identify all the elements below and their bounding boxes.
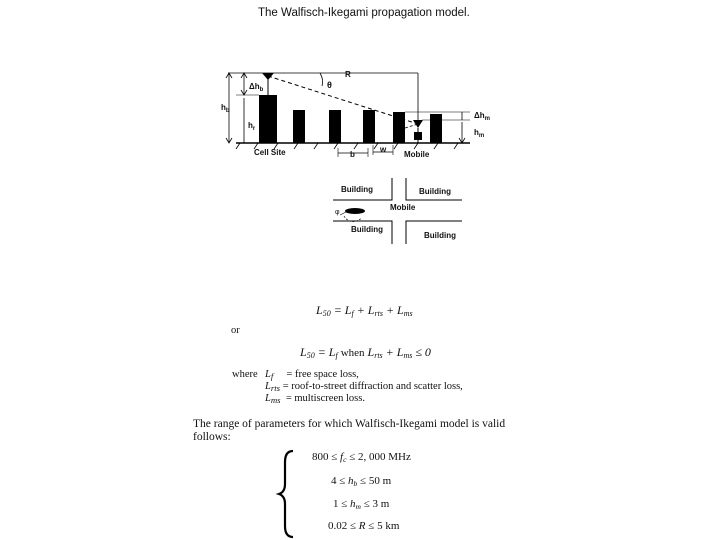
def-lf: $L_f$ = free space loss, [265,369,359,381]
page-title: The Walfisch-Ikegami propagation model. [258,7,470,19]
label-r: R [345,70,351,79]
def-lms: $L_{ms}$ = multiscreen loss. [265,393,365,405]
label-mobile: Mobile [390,203,416,212]
eq1-text: $L_{50} = L_f + L_{rts} + L_{ms}$ [316,303,413,318]
label-building: Building [419,187,451,196]
label-phi: φ [335,209,340,216]
label-hb: $h_b$ [221,103,230,114]
equation-l50-condition: $L_{50} = L_f$ when $L_{rts} + L_{ms} \le 0$ [300,345,431,360]
label-building: Building [351,225,383,234]
label-b: b [350,150,355,159]
label-dhm: $\Delta h_m$ [474,111,490,122]
validity-line1: The range of parameters for which Walfisch-Ikegami model is valid [193,418,506,430]
where-text: where [232,369,258,380]
label-cell-site: Cell Site [254,148,286,157]
label-hr: $h_r$ [248,121,256,132]
validity-line2: follows: [193,431,231,443]
range-hb: $4 \le h_b \le 50$ m [331,475,392,488]
def-lrts: $L_{rts}$ = roof-to-street diffraction and scatter loss, [265,381,463,393]
label-building: Building [424,231,456,240]
label-theta: θ [327,80,332,90]
or-text: or [231,325,240,336]
range-hm: $1 \le h_m \le 3$ m [333,498,390,511]
label-dhb: $\Delta h_b$ [249,82,264,93]
label-building: Building [341,185,373,194]
range-fc: $800 \le f_c \le 2$, 000 MHz [312,451,411,464]
label-w: w [380,145,387,154]
range-r: 0.02 ≤ R ≤ 5 km [328,520,400,532]
label-hm: $h_m$ [474,128,485,139]
label-mobile: Mobile [404,150,430,159]
